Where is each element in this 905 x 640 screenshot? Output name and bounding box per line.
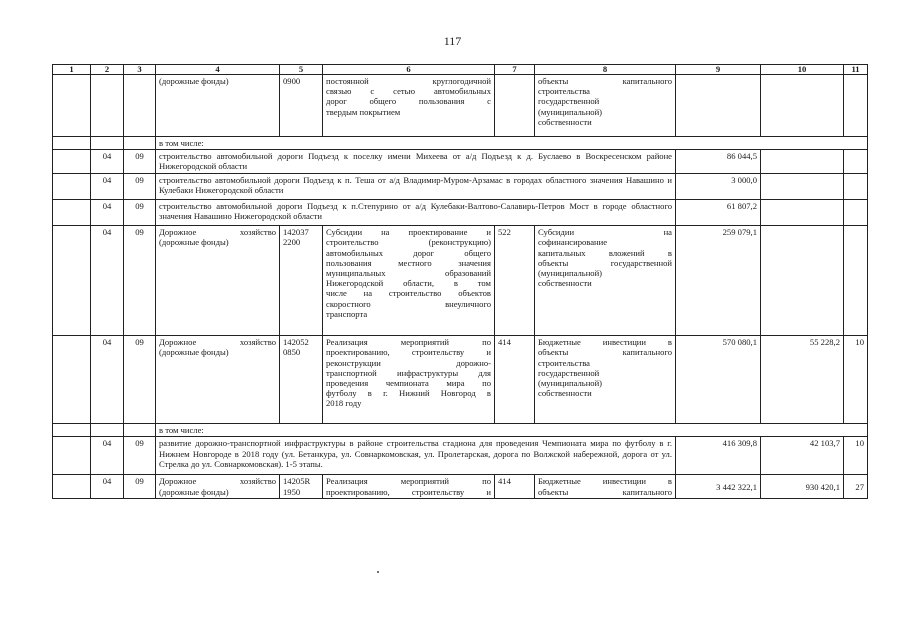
column-header: 1 (53, 65, 91, 75)
amount-cell: 416 309,8 (676, 437, 761, 475)
section-cell: Дорожное хозяйство (дорожные фонды) (156, 475, 280, 499)
table-row (53, 336, 868, 424)
expense-type-cell: объекты капитального строительства государственной (муниципальной) собственности (535, 75, 676, 137)
table-row (53, 475, 868, 499)
description-cell: постоянной круглогодичной связью с сетью автомобильных дорог общего пользования с твердым покрытием (323, 75, 495, 137)
target-code-cell: 142052 0850 (280, 336, 323, 424)
section-code: 04 (91, 150, 124, 174)
amount-cell: 259 079,1 (676, 226, 761, 336)
percent-cell: 27 (844, 475, 868, 499)
target-code-cell: 14205R 1950 (280, 475, 323, 499)
column-header: 9 (676, 65, 761, 75)
column-header: 5 (280, 65, 323, 75)
table-row (53, 437, 868, 475)
column-header: 4 (156, 65, 280, 75)
amount-cell: 86 044,5 (676, 150, 761, 174)
expense-type-cell: Субсидии на софинансирование капитальных вложений в объекты государственной (муниципальной) собственности (535, 226, 676, 336)
table-row (53, 226, 868, 336)
section-code: 04 (91, 437, 124, 475)
table-row (53, 150, 868, 174)
column-header-row (53, 65, 868, 75)
page-number: 117 (443, 34, 462, 48)
subsection-code: 09 (124, 226, 156, 336)
subsection-code: 09 (124, 174, 156, 200)
subsection-code: 09 (124, 150, 156, 174)
column-header: 6 (323, 65, 495, 75)
table-row (53, 200, 868, 226)
amount-cell-2: 930 420,1 (761, 475, 844, 499)
description-cell: Реализация мероприятий по проектированию, строительству и (323, 475, 495, 499)
subsection-code: 09 (124, 475, 156, 499)
column-header: 8 (535, 65, 676, 75)
table-row (53, 174, 868, 200)
object-description: развитие дорожно-транспортной инфраструктуры в районе строительства стадиона для проведения Чемпионата мира по футболу в г. Нижнем Новгороде в 2018 году (ул. Бетанкура, ул. Совнаркомовская, ул. Пролетарская, дорога по Волжской набережной, дорога от ул. Стрелка до ул. Совнаркомовская). 1-5 этапы. (156, 437, 676, 475)
column-header: 3 (124, 65, 156, 75)
amount-cell: 570 080,1 (676, 336, 761, 424)
percent-cell: 10 (844, 336, 868, 424)
expense-type-cell: Бюджетные инвестиции в объекты капитального (535, 475, 676, 499)
amount-cell: 3 000,0 (676, 174, 761, 200)
column-header: 7 (495, 65, 535, 75)
table-row (53, 75, 868, 137)
object-description: строительство автомобильной дороги Подъезд к п. Теша от а/д Владимир-Муром-Арзамас в городах областного значения Навашино и Кулебаки Нижегородской области (156, 174, 676, 200)
subsection-code: 09 (124, 336, 156, 424)
including-label: в том числе: (156, 424, 868, 437)
section-code: 04 (91, 200, 124, 226)
including-label: в том числе: (156, 137, 868, 150)
subtotal-label-row (53, 137, 868, 150)
section-cell: Дорожное хозяйство (дорожные фонды) (156, 336, 280, 424)
expense-type-cell: Бюджетные инвестиции в объекты капитального строительства государственной (муниципальной) собственности (535, 336, 676, 424)
column-header: 2 (91, 65, 124, 75)
section-cell: (дорожные фонды) (156, 75, 280, 137)
section-code: 04 (91, 226, 124, 336)
section-cell: Дорожное хозяйство (дорожные фонды) (156, 226, 280, 336)
column-header: 11 (844, 65, 868, 75)
amount-cell-2: 55 228,2 (761, 336, 844, 424)
target-code-cell: 142037 2200 (280, 226, 323, 336)
subtotal-label-row (53, 424, 868, 437)
object-description: строительство автомобильной дороги Подъезд к п.Степурино от а/д Кулебаки-Валтово-Салавирь-Петров Мост в городе областного значения Навашино Нижегородской области (156, 200, 676, 226)
target-code-cell: 0900 (280, 75, 323, 137)
section-code: 04 (91, 174, 124, 200)
column-header: 10 (761, 65, 844, 75)
section-code: 04 (91, 475, 124, 499)
expense-type-code: 522 (495, 226, 535, 336)
amount-cell: 3 442 322,1 (676, 475, 761, 499)
object-description: строительство автомобильной дороги Подъезд к поселку имени Михеева от а/д Подъезд к д. Буслаево в Воскресенском районе Нижегородской области (156, 150, 676, 174)
percent-cell: 10 (844, 437, 868, 475)
amount-cell: 61 807,2 (676, 200, 761, 226)
scan-speck (377, 571, 379, 573)
amount-cell-2: 42 103,7 (761, 437, 844, 475)
expense-type-code: 414 (495, 475, 535, 499)
subsection-code: 09 (124, 200, 156, 226)
description-cell: Реализация мероприятий по проектированию, строительству и реконструкции дорожно- транспортной инфраструктуры для проведения чемпионата мира по футболу в г. Нижний Новгород в 2018 году (323, 336, 495, 424)
expense-type-code: 414 (495, 336, 535, 424)
section-code: 04 (91, 336, 124, 424)
description-cell: Субсидии на проектирование и строительство (реконструкцию) автомобильных дорог общего пользования местного значения муниципальных образований Нижегородской области, в том числе на строительство объектов скоростного внеуличного транспорта (323, 226, 495, 336)
subsection-code: 09 (124, 437, 156, 475)
budget-table (52, 64, 868, 499)
